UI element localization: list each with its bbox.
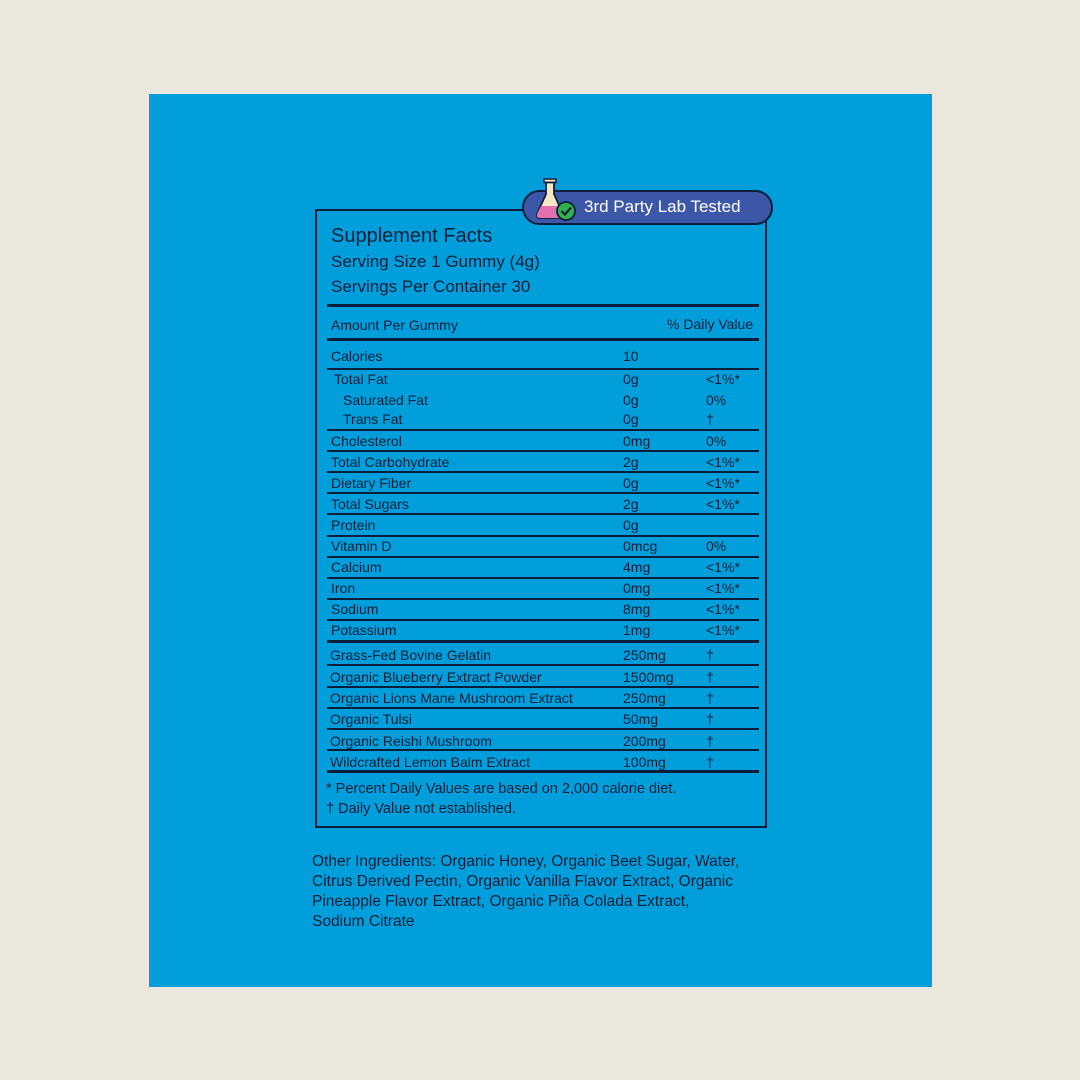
nutrient-name: Vitamin D xyxy=(331,538,392,554)
ingredient-amount: 100mg xyxy=(623,754,666,770)
ingredient-amount: 50mg xyxy=(623,711,659,727)
nutrient-amount: 0g xyxy=(623,371,639,387)
ingredient-daily-value: † xyxy=(706,647,714,663)
nutrient-name: Total Fat xyxy=(334,371,388,387)
ingredient-name: Organic Lions Mane Mushroom Extract xyxy=(330,690,573,706)
ingredient-name: Grass-Fed Bovine Gelatin xyxy=(330,647,492,663)
row-divider xyxy=(327,598,759,600)
nutrient-daily-value: <1%* xyxy=(706,454,740,470)
nutrient-daily-value: † xyxy=(706,411,714,427)
nutrient-amount: 0g xyxy=(623,392,639,408)
row-divider xyxy=(327,664,759,666)
nutrient-daily-value: <1%* xyxy=(706,601,740,617)
nutrient-amount: 0g xyxy=(623,517,639,533)
nutrient-daily-value: 0% xyxy=(706,392,727,408)
nutrient-amount: 0g xyxy=(623,475,639,491)
row-divider xyxy=(327,513,759,515)
nutrient-amount: 0mg xyxy=(623,580,651,596)
badge-label: 3rd Party Lab Tested xyxy=(584,197,741,216)
ingredient-daily-value: † xyxy=(706,711,714,727)
row-divider xyxy=(327,368,759,370)
nutrient-daily-value: <1%* xyxy=(706,371,740,387)
row-divider xyxy=(327,450,759,452)
nutrient-name: Total Carbohydrate xyxy=(331,454,450,470)
divider-thick xyxy=(327,770,759,773)
ingredient-daily-value: † xyxy=(706,733,714,749)
daily-value-header: % Daily Value xyxy=(667,316,754,332)
servings-per-container: Servings Per Container 30 xyxy=(331,277,531,296)
nutrient-name: Protein xyxy=(331,517,376,533)
nutrient-daily-value: <1%* xyxy=(706,475,740,491)
nutrient-amount: 4mg xyxy=(623,559,651,575)
ingredient-name: Organic Blueberry Extract Powder xyxy=(330,669,542,685)
row-divider xyxy=(327,686,759,688)
nutrient-name: Total Sugars xyxy=(331,496,409,512)
footnote-percent-dv: * Percent Daily Values are based on 2,000 calorie diet. xyxy=(326,781,677,797)
nutrient-daily-value: <1%* xyxy=(706,580,740,596)
nutrient-name: Calories xyxy=(331,348,383,364)
divider-thick xyxy=(327,304,759,307)
row-divider xyxy=(327,728,759,730)
ingredient-daily-value: † xyxy=(706,754,714,770)
ingredient-amount: 250mg xyxy=(623,647,666,663)
nutrient-amount: 8mg xyxy=(623,601,651,617)
nutrient-daily-value: 0% xyxy=(706,433,727,449)
ingredient-daily-value: † xyxy=(706,690,714,706)
divider-thick xyxy=(327,338,759,341)
nutrient-name: Cholesterol xyxy=(331,433,402,449)
nutrient-daily-value: <1%* xyxy=(706,622,740,638)
row-divider xyxy=(327,535,759,537)
other-ingredients: Other Ingredients: Organic Honey, Organic Beet Sugar, Water, Citrus Derived Pectin, Organic Vanilla Flavor Extract, Organic Pineapple Flavor Extract, Organic Piña Colada Extract, Sodium Citrate xyxy=(312,853,740,930)
footnote-dv-not-established: † Daily Value not established. xyxy=(326,801,516,817)
ingredient-amount: 250mg xyxy=(623,690,666,706)
nutrient-daily-value: 0% xyxy=(706,538,727,554)
row-divider xyxy=(327,707,759,709)
nutrient-amount: 0mcg xyxy=(623,538,658,554)
nutrient-amount: 2g xyxy=(623,496,639,512)
nutrient-name: Trans Fat xyxy=(343,411,403,427)
nutrient-amount: 0mg xyxy=(623,433,651,449)
ingredient-amount: 1500mg xyxy=(623,669,674,685)
divider-thick xyxy=(327,640,759,643)
nutrient-name: Potassium xyxy=(331,622,397,638)
row-divider xyxy=(327,492,759,494)
ingredient-name: Organic Tulsi xyxy=(330,711,412,727)
nutrient-name: Calcium xyxy=(331,559,382,575)
nutrient-name: Saturated Fat xyxy=(343,392,428,408)
row-divider xyxy=(327,429,759,431)
nutrient-amount: 1mg xyxy=(623,622,651,638)
row-divider xyxy=(327,556,759,558)
row-divider xyxy=(327,577,759,579)
row-divider xyxy=(327,471,759,473)
amount-per-serving-header: Amount Per Gummy xyxy=(331,317,458,333)
nutrient-name: Sodium xyxy=(331,601,379,617)
ingredient-daily-value: † xyxy=(706,669,714,685)
nutrient-daily-value: <1%* xyxy=(706,496,740,512)
nutrient-name: Iron xyxy=(331,580,356,596)
facts-title: Supplement Facts xyxy=(331,225,493,247)
nutrient-name: Dietary Fiber xyxy=(331,475,412,491)
ingredient-name: Organic Reishi Mushroom xyxy=(330,733,492,749)
nutrient-daily-value: <1%* xyxy=(706,559,740,575)
nutrient-amount: 10 xyxy=(623,348,639,364)
ingredient-amount: 200mg xyxy=(623,733,666,749)
ingredient-name: Wildcrafted Lemon Balm Extract xyxy=(330,754,530,770)
nutrient-amount: 0g xyxy=(623,411,639,427)
flask-check-icon xyxy=(532,176,580,224)
serving-size: Serving Size 1 Gummy (4g) xyxy=(331,252,540,271)
nutrient-amount: 2g xyxy=(623,454,639,470)
row-divider xyxy=(327,749,759,751)
